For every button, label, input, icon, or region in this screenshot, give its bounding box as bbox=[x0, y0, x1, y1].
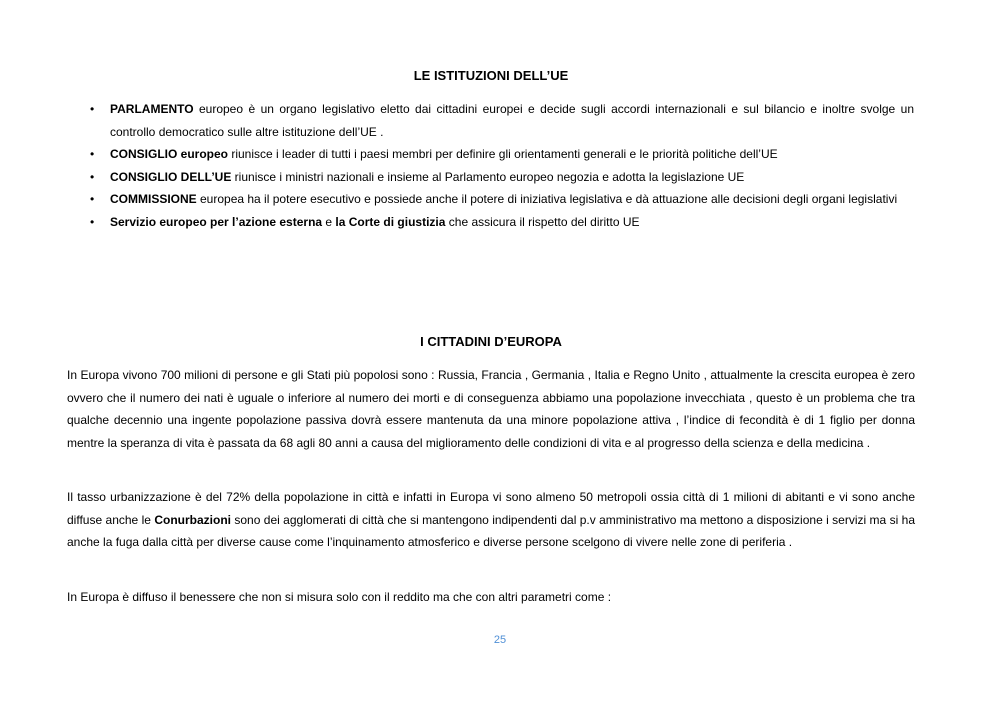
paragraph-population: In Europa vivono 700 milioni di persone e gli Stati più popolosi sono : Russia, Francia , Germania , Italia e Regno Unito , attualmente la crescita europea è zero ovvero che il numero dei nati è uguale o inferiore al numero dei morti e di conseguenza abbiamo una popolazione invecchiata , questo è un problema che tra qualche decennio una ingente popolazione passiva dovrà essere mantenuta da una minore popolazione attiva , l’indice di fecondità è di 1 figlio per donna mentre la speranza di vita è passata da 68 agli 80 anni a causa del miglioramento delle condizioni di vita e al progresso della scienza e della medicina . bbox=[67, 368, 915, 450]
section-title-cittadini: I CITTADINI D’EUROPA bbox=[420, 334, 562, 349]
paragraph-bold-term: Conurbazioni bbox=[154, 512, 231, 527]
list-item bbox=[90, 188, 914, 211]
bullet-icon: • bbox=[90, 102, 95, 116]
institutions-list bbox=[90, 98, 914, 233]
item-bold-label: CONSIGLIO DELL’UE bbox=[110, 169, 232, 184]
item-text: riunisce i ministri nazionali e insieme al Parlamento europeo negozia e adotta la legislazione UE bbox=[231, 169, 745, 184]
paragraph-urbanization bbox=[67, 486, 915, 554]
item-bold-label-2: la Corte di giustizia bbox=[335, 214, 446, 229]
list-item bbox=[90, 166, 914, 189]
item-text: riunisce i leader di tutti i paesi membri per definire gli orientamenti generali e le priorità politiche dell’UE bbox=[228, 147, 778, 161]
section-title-istituzioni: LE ISTITUZIONI DELL’UE bbox=[413, 68, 569, 83]
bullet-icon: • bbox=[90, 214, 95, 229]
paragraph-text: Il tasso urbanizzazione è del 72% della popolazione in città e infatti in Europa vi sono almeno 50 metropoli ossia città di 1 milioni di abitanti e vi sono anche diffuse anche le bbox=[67, 490, 915, 527]
bullet-icon: • bbox=[90, 192, 95, 206]
bullet-icon: • bbox=[90, 169, 95, 184]
list-item bbox=[90, 143, 914, 166]
page-number: 25 bbox=[493, 634, 507, 646]
list-item bbox=[90, 211, 914, 234]
paragraph-text: sono dei agglomerati di città che si mantengono indipendenti dal p.v amministrativo ma mettono a disposizione i servizi ma si ha anche la fuga dalla città per diverse cause come l’inquinamento atmosferico e diverse persone scelgono di vivere nelle zone di periferia . bbox=[67, 512, 915, 549]
item-bold-label: CONSIGLIO europeo bbox=[110, 147, 229, 161]
item-text-mid: e bbox=[322, 214, 336, 229]
item-text: europea ha il potere esecutivo e possiede anche il potere di iniziativa legislativa e dà attuazione alle decisioni degli organi legislativi bbox=[196, 192, 898, 206]
item-bold-label: Servizio europeo per l’azione esterna bbox=[110, 214, 323, 229]
item-bold-label: COMMISSIONE bbox=[110, 192, 197, 206]
bullet-icon: • bbox=[90, 147, 95, 161]
list-item bbox=[90, 98, 914, 143]
item-text: europeo è un organo legislativo eletto dai cittadini europei e decide sugli accordi internazionali e sul bilancio e inoltre svolge un controllo democratico sulle altre istituzione dell’UE . bbox=[110, 102, 914, 139]
paragraph-wellbeing: In Europa è diffuso il benessere che non si misura solo con il reddito ma che con altri parametri come : bbox=[67, 590, 612, 604]
item-bold-label: PARLAMENTO bbox=[110, 102, 194, 116]
item-text: che assicura il rispetto del diritto UE bbox=[445, 214, 640, 229]
